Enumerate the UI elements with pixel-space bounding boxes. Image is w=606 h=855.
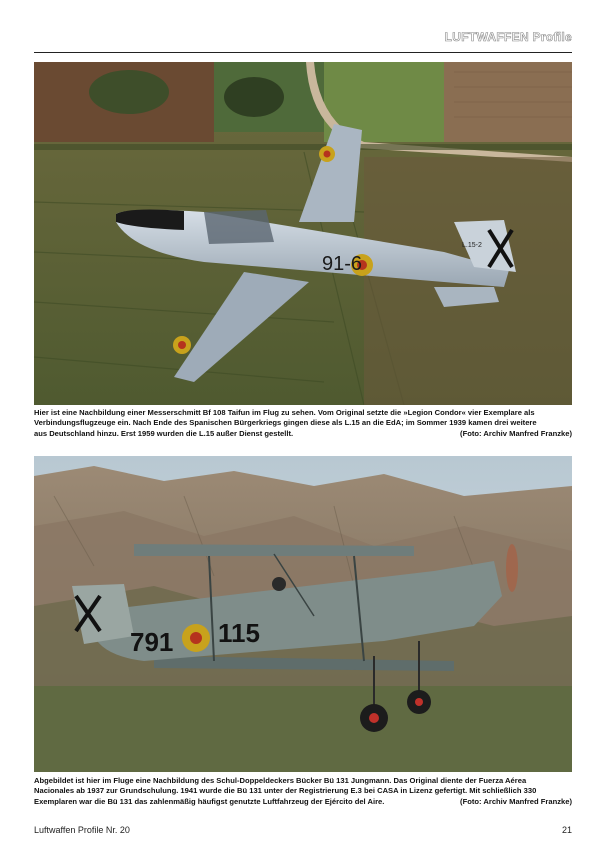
caption-line: Verbindungsflugzeuge ein. Nach Ende des Spanischen Bürgerkriegs gingen diese als L.15 an die EdA; im Sommer 1939 kamen drei weitere xyxy=(34,418,537,428)
caption-line: Nacionales ab 1937 zur Grundschulung. 1941 wurde die Bü 131 unter der Registrierung E.3 bei CASA in Lizenz gefertigt. Mit schließlich 330 xyxy=(34,786,537,796)
caption-line xyxy=(34,797,572,807)
caption-line: Abgebildet ist hier im Fluge eine Nachbildung des Schul-Doppeldeckers Bücker Bü 131 Jungmann. Das Original diente der Fuerza Aérea xyxy=(34,776,527,785)
bf108-fuselage-code: 91-6 xyxy=(322,253,363,275)
page-number: 21 xyxy=(561,825,572,835)
bf108-tail-code: L.15-2 xyxy=(462,242,482,249)
caption-line xyxy=(34,429,572,439)
caption-line-text: Exemplaren war die Bü 131 das zahlenmäßig häufigst genutzte Luftfahrzeug der Ejército del Aire. xyxy=(34,796,385,806)
header-brand: LUFTWAFFEN Profile xyxy=(444,30,572,44)
photo-bf108 xyxy=(34,62,572,405)
caption-line-text: aus Deutschland hinzu. Erst 1959 wurden die L.15 außer Dienst gestellt. xyxy=(34,428,294,438)
caption-line: Hier ist eine Nachbildung einer Messerschmitt Bf 108 Taifun im Flug zu sehen. Vom Original setzte die »Legion Condor« vier Exemplare als xyxy=(34,408,535,417)
photo-credit: (Foto: Archiv Manfred Franzke) xyxy=(460,428,572,438)
bu131-fuselage-right: 115 xyxy=(218,618,260,648)
bu131-fuselage-left: 791 xyxy=(130,627,174,657)
bu131-photo-illustration xyxy=(34,456,572,772)
footer-publication: Luftwaffen Profile Nr. 20 xyxy=(34,825,130,835)
caption-bf108 xyxy=(34,408,572,439)
caption-bu131 xyxy=(34,776,572,807)
bf108-photo-illustration xyxy=(34,62,572,405)
header-rule xyxy=(34,52,572,53)
photo-bu131 xyxy=(34,456,572,772)
photo-credit: (Foto: Archiv Manfred Franzke) xyxy=(460,796,572,806)
